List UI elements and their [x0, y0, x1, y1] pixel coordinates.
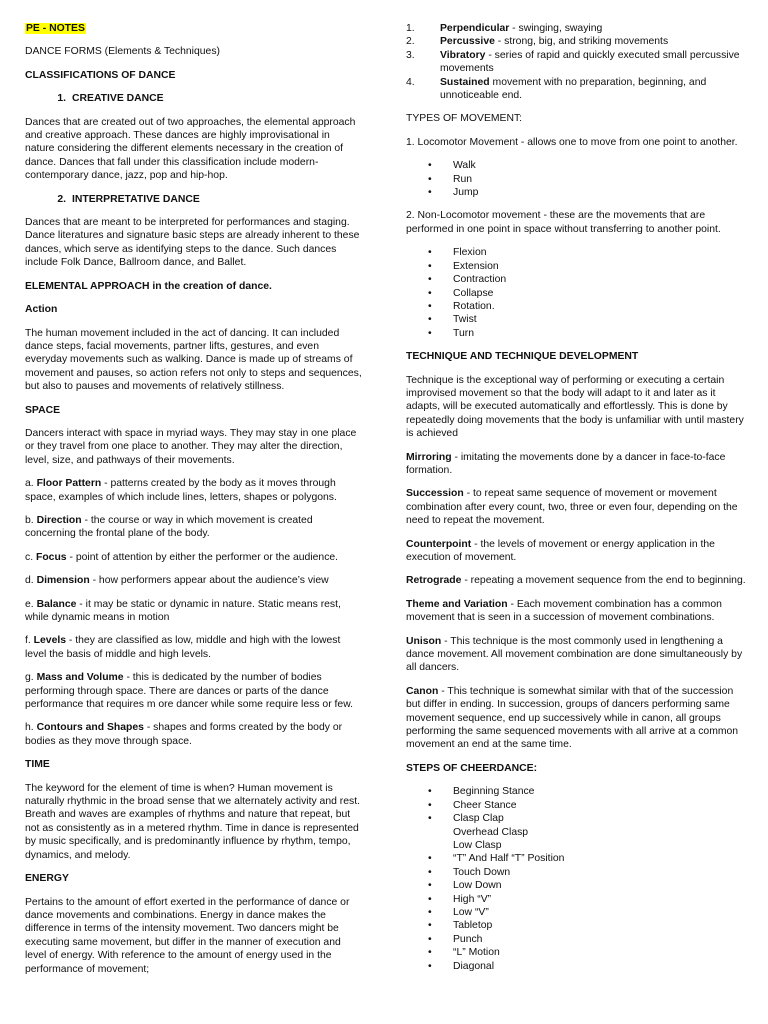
- energy-type-number: 1.: [406, 23, 415, 34]
- space-element-item: [25, 671, 362, 711]
- energy-type-text: [440, 35, 746, 48]
- non-locomotor-label: Extension: [453, 260, 499, 272]
- types-of-movement-heading: TYPES OF MOVEMENT:: [406, 113, 523, 125]
- time-text: The keyword for the element of time is when? Human movement is naturally rhythmic in the broad sense that we alternately activity and rest. Breath and waves are examples of rhythms and nature that repeat, but not as consistently as in a metered rhythm. Time in dance is represented by music specifically, and is predominantly influence by rhythm, tempo, dynamics, and melody.: [25, 782, 360, 861]
- space-element-prefix: h.: [25, 722, 37, 734]
- cheerdance-step-label: Low Down: [453, 880, 502, 892]
- bullet-icon: •: [428, 866, 432, 878]
- locomotor-list: [406, 159, 746, 199]
- energy-heading: ENERGY: [25, 873, 69, 885]
- technique-heading: TECHNIQUE AND TECHNIQUE DEVELOPMENT: [406, 351, 639, 363]
- interpretative-title: INTERPRETATIVE DANCE: [72, 193, 200, 205]
- energy-type-term: Sustained: [440, 76, 490, 88]
- non-locomotor-label: Turn: [453, 327, 474, 339]
- locomotor-text: 1. Locomotor Movement - allows one to move from one point to another.: [406, 136, 738, 148]
- energy-type-text: [440, 22, 746, 35]
- non-locomotor-item: [406, 273, 746, 286]
- cheerdance-step-label: Overhead Clasp: [453, 826, 529, 838]
- technique-desc: - to repeat same sequence of movement or movement combination after every count, two, three or even four, depending on the need to repeat the movement.: [406, 488, 738, 527]
- bullet-icon: •: [428, 187, 432, 199]
- technique-desc: - Each movement combination has a common movement that is seen in a succession of movement combinations.: [406, 598, 722, 624]
- space-element-item: [25, 551, 362, 564]
- energy-type-number: 3.: [406, 49, 415, 61]
- energy-type-text: [440, 76, 746, 103]
- technique-text: Technique is the exceptional way of performing or executing a certain improvised movement so that the body will adapt to it and later as it adapts, will be executed automatically and effortlessly. This is done by repeatedly doing movements that the body is unfamiliar with until mastery is achieved: [406, 374, 744, 440]
- technique-item: [406, 598, 746, 625]
- creative-dance-heading: [25, 92, 362, 105]
- cheerdance-step-label: Low “V”: [453, 906, 489, 918]
- technique-item: [406, 685, 746, 752]
- bullet-icon: [406, 826, 453, 839]
- technique-term: Unison: [406, 635, 442, 647]
- bullet-icon: •: [428, 906, 432, 918]
- left-column: [25, 22, 362, 986]
- energy-type-item: [406, 49, 746, 76]
- space-element-prefix: e.: [25, 598, 37, 610]
- energy-type-item: [406, 76, 746, 103]
- non-locomotor-item: [406, 287, 746, 300]
- bullet-icon: •: [428, 314, 432, 326]
- bullet-icon: •: [428, 960, 432, 972]
- cheerdance-step-item: [406, 826, 746, 839]
- energy-type-item: [406, 35, 746, 48]
- non-locomotor-item: [406, 327, 746, 340]
- locomotor-item: [406, 159, 746, 172]
- locomotor-item: [406, 186, 746, 199]
- space-element-term: Direction: [36, 514, 82, 526]
- cheerdance-step-label: Beginning Stance: [453, 786, 535, 798]
- cheerdance-step-item: [406, 852, 746, 865]
- energy-type-desc: - series of rapid and quickly executed small percussive movements: [440, 49, 740, 75]
- energy-type-number: 4.: [406, 76, 415, 88]
- bullet-icon: •: [428, 799, 432, 811]
- bullet-icon: •: [428, 853, 432, 865]
- space-element-term: Dimension: [36, 575, 90, 587]
- space-element-prefix: f.: [25, 635, 34, 647]
- elemental-approach-heading: ELEMENTAL APPROACH in the creation of dance.: [25, 280, 272, 292]
- non-locomotor-item: [406, 313, 746, 326]
- bullet-icon: •: [428, 274, 432, 286]
- non-locomotor-list: [406, 246, 746, 340]
- bullet-icon: •: [428, 933, 432, 945]
- non-locomotor-label: Rotation.: [453, 300, 495, 312]
- space-element-desc: - this is dedicated by the number of bodies performing through space. There are dances or parts of the dance performance that requires m ore dancer while some require less or few.: [25, 672, 354, 711]
- space-element-prefix: b.: [25, 514, 37, 526]
- technique-desc: - repeating a movement sequence from the end to beginning.: [461, 575, 746, 587]
- cheerdance-step-item: [406, 960, 746, 973]
- creative-dance-text: Dances that are created out of two approaches, the elemental approach and creative approach. These dances are highly improvisational in nature considering the different elements necessary in the creation of dance. Dances that fall under this classification include modern-contemporary dance, jazz, pop and hip-hop.: [25, 116, 356, 182]
- bullet-icon: •: [428, 260, 432, 272]
- cheerdance-step-label: Punch: [453, 933, 483, 945]
- bullet-icon: •: [428, 786, 432, 798]
- action-heading: Action: [25, 304, 58, 316]
- space-element-term: Contours and Shapes: [36, 722, 144, 734]
- bullet-icon: •: [428, 300, 432, 312]
- locomotor-item: [406, 173, 746, 186]
- energy-types-list: [406, 22, 746, 102]
- cheerdance-step-label: Low Clasp: [453, 839, 502, 851]
- space-element-item: [25, 574, 362, 587]
- cheerdance-step-label: Diagonal: [453, 960, 495, 972]
- energy-type-term: Vibratory: [440, 49, 486, 61]
- technique-term: Succession: [406, 488, 464, 500]
- space-element-prefix: a.: [25, 478, 37, 490]
- technique-desc: - This technique is somewhat similar with that of the succession but differ in ending. In succession, groups of dancers performing same movement sequence, end up successively while in canon, all groups performing the same sequenced movements with all arrive at a common movement an end at the same time.: [406, 685, 739, 751]
- space-element-term: Balance: [36, 598, 77, 610]
- technique-term: Canon: [406, 685, 439, 697]
- non-locomotor-item: [406, 300, 746, 313]
- non-locomotor-label: Collapse: [453, 287, 494, 299]
- techniques-list: [406, 451, 746, 752]
- energy-type-term: Perpendicular: [440, 23, 510, 34]
- space-element-desc: - it may be static or dynamic in nature. Static means rest, while dynamic means in motion: [25, 598, 341, 623]
- energy-type-item: [406, 22, 746, 35]
- space-element-term: Floor Pattern: [36, 478, 102, 490]
- interpretative-dance-text: Dances that are meant to be interpreted for performances and staging. Dance literatures and signature basic steps are already inherent to these dances, which serve as identifying steps to the dance. Such dances include Folk Dance, Ballroom dance, and Ballet.: [25, 217, 360, 269]
- cheerdance-step-item: [406, 785, 746, 798]
- cheerdance-step-item: [406, 799, 746, 812]
- bullet-icon: •: [428, 327, 432, 339]
- technique-item: [406, 538, 746, 565]
- space-element-item: [25, 477, 362, 504]
- bullet-icon: •: [428, 247, 432, 259]
- action-text: The human movement included in the act of dancing. It can included dance steps, facial movements, partner lifts, gestures, and even everyday movements such as walking. Dance is made up of streams of movement and pauses, so action refers not only to steps and sequences, but also to pauses and movements of relatively stillness.: [25, 327, 362, 393]
- cheerdance-step-label: High “V”: [453, 893, 492, 905]
- energy-type-desc: - strong, big, and striking movements: [494, 36, 669, 48]
- space-element-prefix: c.: [25, 551, 36, 563]
- bullet-icon: •: [428, 173, 432, 185]
- interpretative-number: 2.: [57, 193, 66, 205]
- space-element-item: [25, 514, 362, 541]
- energy-type-number: 2.: [406, 36, 415, 48]
- space-element-term: Levels: [33, 635, 67, 647]
- energy-type-text: [440, 49, 746, 76]
- technique-term: Mirroring: [406, 451, 452, 463]
- bullet-icon: •: [428, 920, 432, 932]
- non-locomotor-label: Twist: [453, 314, 477, 326]
- bullet-icon: [406, 839, 453, 852]
- cheerdance-step-item: [406, 946, 746, 959]
- right-column: [406, 22, 746, 983]
- non-locomotor-text: 2. Non-Locomotor movement - these are the movements that are performed in one point in space without transferring to another point.: [406, 210, 721, 235]
- cheerdance-step-label: Clasp Clap: [453, 813, 504, 825]
- interpretative-dance-heading: [25, 193, 362, 206]
- technique-term: Theme and Variation: [406, 598, 508, 610]
- space-element-item: [25, 598, 362, 625]
- cheerdance-step-item: [406, 866, 746, 879]
- technique-desc: - imitating the movements done by a dancer in face-to-face formation.: [406, 451, 726, 476]
- space-element-desc: - shapes and forms created by the body or bodies as they move through space.: [25, 722, 343, 747]
- bullet-icon: •: [428, 880, 432, 892]
- locomotor-label: Walk: [453, 160, 476, 172]
- non-locomotor-item: [406, 260, 746, 273]
- technique-term: Counterpoint: [406, 538, 472, 550]
- space-element-desc: - patterns created by the body as it moves through space, examples of which include lines, letters, shapes or polygons.: [25, 478, 337, 503]
- cheerdance-step-item: [406, 906, 746, 919]
- creative-number: 1.: [57, 93, 66, 105]
- space-element-item: [25, 634, 362, 661]
- energy-text: Pertains to the amount of effort exerted in the performance of dance or dance movements and combinations. Energy in dance makes the difference in terms of the intensity movement. Two dancers might be executing same movement, but differ in the manner of execution and level of energy. With reference to the amount of energy used in the performance of movement;: [25, 896, 350, 975]
- space-element-desc: - they are classified as low, middle and high with the lowest level the basis of middle and high levels.: [25, 635, 341, 660]
- space-elements-list: [25, 477, 362, 748]
- non-locomotor-label: Contraction: [453, 274, 507, 286]
- technique-item: [406, 451, 746, 478]
- document-subtitle: DANCE FORMS (Elements & Techniques): [25, 46, 220, 58]
- cheerdance-step-label: Tabletop: [453, 920, 493, 932]
- energy-type-desc: movement with no preparation, beginning, and unnoticeable end.: [440, 76, 707, 102]
- cheerdance-step-label: Cheer Stance: [453, 799, 517, 811]
- time-heading: TIME: [25, 759, 50, 771]
- space-element-desc: - how performers appear about the audience’s view: [89, 575, 329, 587]
- energy-type-desc: - swinging, swaying: [509, 23, 603, 34]
- technique-desc: - the levels of movement or energy application in the execution of movement.: [406, 538, 715, 563]
- cheerdance-heading: STEPS OF CHEERDANCE:: [406, 762, 538, 774]
- energy-type-term: Percussive: [440, 36, 495, 48]
- cheerdance-step-label: “L” Motion: [453, 947, 500, 959]
- space-heading: SPACE: [25, 404, 61, 416]
- space-element-item: [25, 721, 362, 748]
- non-locomotor-label: Flexion: [453, 247, 487, 259]
- space-element-prefix: g.: [25, 672, 37, 684]
- bullet-icon: •: [428, 947, 432, 959]
- space-text: Dancers interact with space in myriad ways. They may stay in one place or they travel from one place to another. They may alter the direction, level, size, and pathways of their movements.: [25, 427, 357, 466]
- bullet-icon: •: [428, 287, 432, 299]
- space-element-desc: - the course or way in which movement is created concerning the frontal plane of the body.: [25, 514, 313, 540]
- creative-title: CREATIVE DANCE: [72, 93, 164, 105]
- cheerdance-step-item: [406, 839, 746, 852]
- cheerdance-step-item: [406, 893, 746, 906]
- bullet-icon: •: [428, 893, 432, 905]
- bullet-icon: •: [428, 160, 432, 172]
- space-element-term: Focus: [35, 551, 67, 563]
- cheerdance-step-item: [406, 919, 746, 932]
- cheerdance-step-label: “T” And Half “T” Position: [453, 853, 565, 865]
- technique-item: [406, 487, 746, 527]
- technique-desc: - This technique is the most commonly used in lengthening a dance movement. All movement combination are done simultaneously by all dancers.: [406, 635, 743, 674]
- space-element-term: Mass and Volume: [36, 672, 124, 684]
- space-element-prefix: d.: [25, 575, 37, 587]
- cheerdance-step-item: [406, 812, 746, 825]
- non-locomotor-item: [406, 246, 746, 259]
- document-title: PE - NOTES: [26, 23, 85, 34]
- locomotor-label: Jump: [453, 187, 479, 199]
- classifications-heading: CLASSIFICATIONS OF DANCE: [25, 69, 176, 81]
- cheerdance-steps-list: [406, 785, 746, 973]
- cheerdance-step-label: Touch Down: [453, 866, 511, 878]
- cheerdance-step-item: [406, 933, 746, 946]
- locomotor-label: Run: [453, 173, 473, 185]
- technique-item: [406, 635, 746, 675]
- technique-item: [406, 574, 746, 587]
- cheerdance-step-item: [406, 879, 746, 892]
- space-element-desc: - point of attention by either the performer or the audience.: [66, 551, 339, 563]
- bullet-icon: •: [428, 813, 432, 825]
- technique-term: Retrograde: [406, 575, 462, 587]
